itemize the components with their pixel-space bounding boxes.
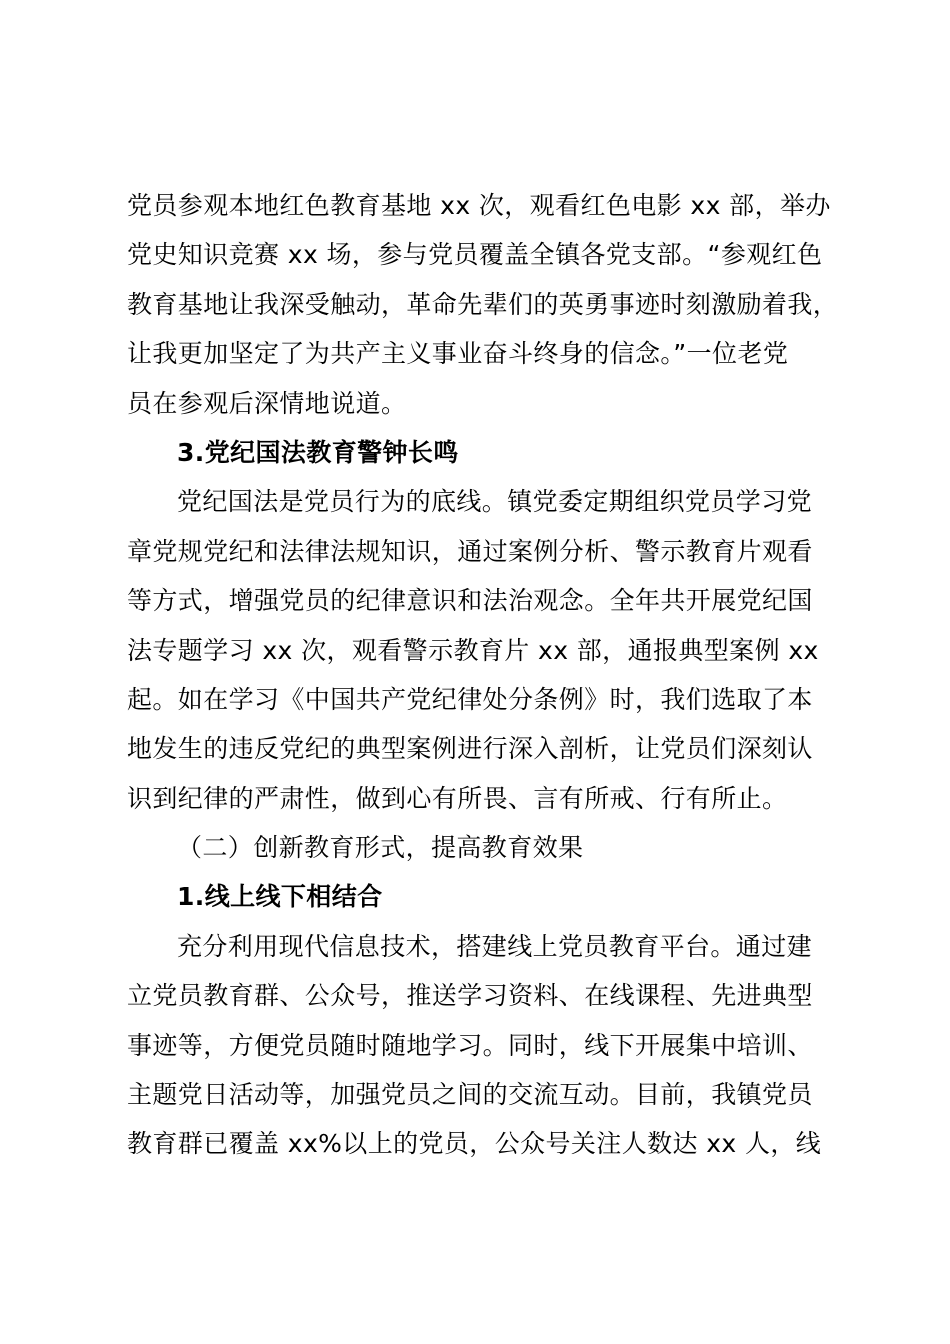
section-heading: 1.线上线下相结合: [177, 882, 383, 912]
text-line: 等方式，增强党员的纪律意识和法治观念。全年共开展党纪国: [127, 586, 813, 616]
text-line: 党员参观本地红色教育基地 xx 次，观看红色电影 xx 部，举办: [127, 191, 831, 220]
text-line: 充分利用现代信息技术，搭建线上党员教育平台。通过建: [177, 931, 813, 961]
text-line: 识到纪律的严肃性，做到心有所畏、言有所戒、行有所止。: [127, 783, 788, 813]
text-line: 法专题学习 xx 次，观看警示教育片 xx 部，通报典型案例 xx: [127, 635, 819, 665]
text-line: 党纪国法是党员行为的底线。镇党委定期组织党员学习党: [177, 487, 813, 517]
text-line: 章党规党纪和法律法规知识，通过案例分析、警示教育片观看: [127, 536, 813, 566]
text-line: 教育群已覆盖 xx%以上的党员，公众号关注人数达 xx 人，线: [127, 1129, 822, 1159]
text-line: 主题党日活动等，加强党员之间的交流互动。目前，我镇党员: [127, 1080, 813, 1110]
text-line: （二）创新教育形式，提高教育效果: [177, 833, 584, 863]
text-line: 让我更加坚定了为共产主义事业奋斗终身的信念。”一位老党: [127, 339, 789, 369]
text-line: 事迹等，方便党员随时随地学习。同时，线下开展集中培训、: [127, 1030, 813, 1060]
section-heading: 3.党纪国法教育警钟长鸣: [177, 437, 459, 467]
text-line: 员在参观后深情地说道。: [127, 388, 407, 418]
text-line: 党史知识竞赛 xx 场，参与党员覆盖全镇各党支部。“参观红色: [127, 240, 823, 270]
document-body: [127, 181, 847, 1169]
text-line: 地发生的违反党纪的典型案例进行深入剖析，让党员们深刻认: [127, 734, 813, 764]
text-line: 立党员教育群、公众号，推送学习资料、在线课程、先进典型: [127, 981, 813, 1011]
text-line: 起。如在学习《中国共产党纪律处分条例》时，我们选取了本: [127, 684, 813, 714]
text-line: 教育基地让我深受触动，革命先辈们的英勇事迹时刻激励着我，: [127, 289, 839, 319]
